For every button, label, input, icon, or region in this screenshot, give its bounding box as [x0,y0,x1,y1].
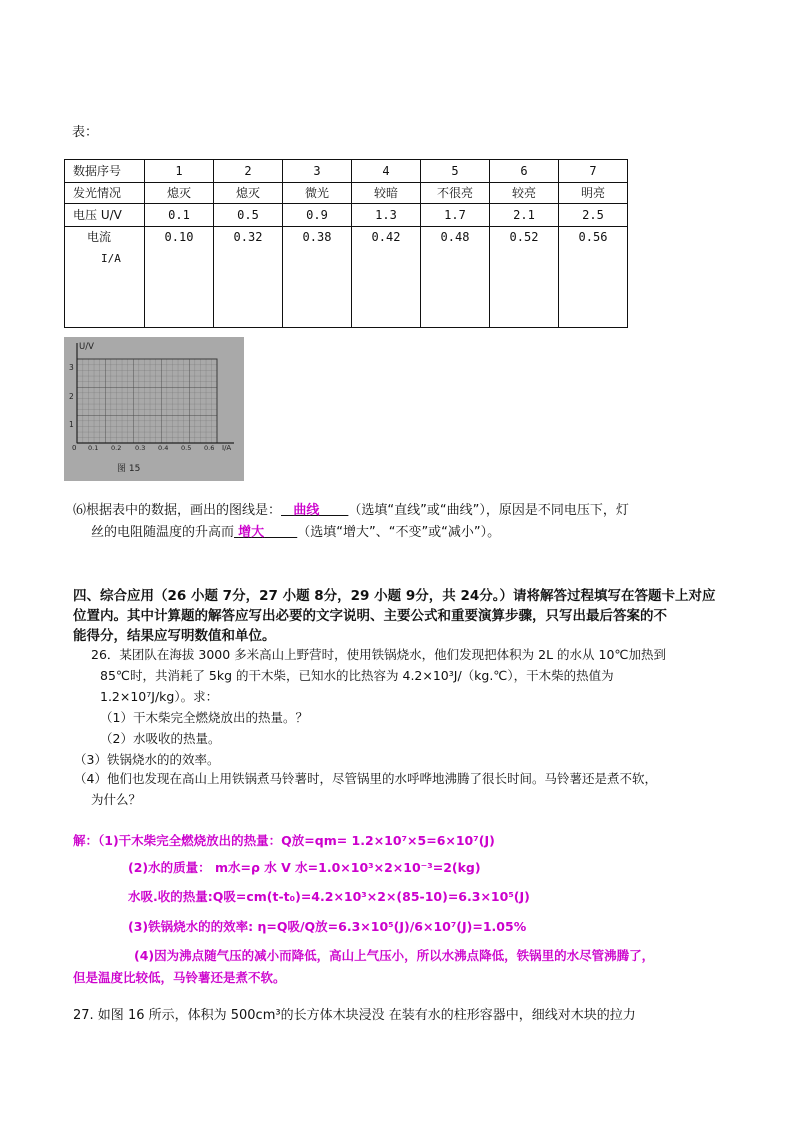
section4-line3: 能得分，结果应写明数值和单位。 [73,628,276,644]
table-cell: 0.38 [283,227,352,328]
x-tick-label: 0.6 [204,444,215,452]
y-tick-label: 1 [69,420,74,429]
row-header: 电压 U/V [65,204,145,227]
table-cell: 2.1 [490,204,559,227]
x-tick-label: 0.5 [181,444,192,452]
q26-sub4-line1: （4）他们也发现在高山上用铁锅煮马铃薯时，尽管锅里的水呼哗地沸腾了很长时间。马铃薯还是煮不软， [74,771,657,786]
table-row [65,204,628,227]
row-header-line2: I/A [101,252,121,265]
q26-sub1: （1）干木柴完全燃烧放出的热量。？ [100,710,308,725]
table-cell: 1.7 [421,204,490,227]
row-header [65,227,145,328]
q6-line2 [91,521,500,540]
q6-text: （选填“直线”或“曲线”），原因是不同电压下，灯 [348,503,629,518]
row-header-line1: 电流 [87,230,112,244]
table-cell: 微光 [283,183,352,204]
row-header: 数据序号 [65,160,145,183]
x-tick-label: 0.2 [111,444,122,452]
table-label: 表： [72,125,99,140]
table-cell: 3 [283,160,352,183]
q6-text: ⑹根据表中的数据，画出的图线是： [73,503,282,518]
q6-text: （选填“增大”、“不变”或“减小”）。 [297,525,501,540]
table-cell: 0.10 [145,227,214,328]
figure-caption: 图 15 [117,464,141,474]
y-axis-label: U/V [79,342,94,352]
table-cell: 0.52 [490,227,559,328]
graph-grid [64,337,244,481]
row-header: 发光情况 [65,183,145,204]
solution-line5: (4)因为沸点随气压的减小而降低，高山上气压小，所以水沸点降低，铁锅里的水尽管沸腾了， [134,948,655,963]
q26-sub2: （2）水吸收的热量。 [100,731,221,746]
table-cell: 0.42 [352,227,421,328]
table-cell: 4 [352,160,421,183]
q26-line3: 1.2×10⁷J/kg）。求： [100,689,219,704]
x-axis-label: I/A [222,444,232,452]
solution-line2: (2)水的质量： m水=ρ 水 V 水=1.0×10³×2×10⁻³=2(kg) [128,860,481,875]
table-cell: 1.3 [352,204,421,227]
q26-sub3: （3）铁锅烧水的的效率。 [74,752,220,767]
table-cell: 熄灭 [214,183,283,204]
table-cell: 7 [559,160,628,183]
table-cell: 0.48 [421,227,490,328]
solution-line1: 解：（1)干木柴完全燃烧放出的热量：Q放=qm= 1.2×10⁷×5=6×10⁷(J) [73,833,495,848]
figure-15-photo [64,337,244,481]
y-tick-label: 3 [69,363,74,372]
q6-text: 丝的电阻随温度的升高而 [91,525,235,540]
solution-line3: 水吸.收的热量:Q吸=cm(t-t₀)=4.2×10³×2×(85-10)=6.3×10⁵(J) [128,889,530,904]
table-row [65,183,628,204]
table-cell: 2.5 [559,204,628,227]
table-cell: 熄灭 [145,183,214,204]
table-row [65,160,628,183]
table-cell: 0.56 [559,227,628,328]
table-cell: 0.9 [283,204,352,227]
q26-line2: 85℃时，共消耗了 5kg 的干木柴，已知水的比热容为 4.2×10³J/（kg.℃），干木柴的热值为 [100,668,614,683]
solution-line6: 但是温度比较低，马铃薯还是煮不软。 [73,970,286,985]
origin-label: 0 [72,444,77,452]
q6-line1 [73,499,629,518]
table-cell: 2 [214,160,283,183]
table-row [65,227,628,328]
table-cell: 1 [145,160,214,183]
table-cell: 较亮 [490,183,559,204]
solution-line4: (3)铁锅烧水的的效率: η=Q吸/Q放=6.3×10⁵(J)/6×10⁷(J)=1.05% [128,919,527,934]
table-cell: 较暗 [352,183,421,204]
q26-sub4-line2: 为什么？ [91,792,142,807]
data-table [64,159,628,328]
x-tick-label: 0.4 [158,444,169,452]
table-cell: 0.32 [214,227,283,328]
y-tick-label: 2 [69,392,74,401]
section4-line2: 位置内。其中计算题的解答应写出必要的文字说明、主要公式和重要演算步骤，只写出最后答案的不 [73,608,667,624]
q26-line1: 26．某团队在海拔 3000 多米高山上野营时，使用铁锅烧水，他们发现把体积为 2L 的水从 10℃加热到 [91,647,666,662]
table-cell: 明亮 [559,183,628,204]
q6-answer-2: 增大 [238,525,265,540]
table-cell: 0.5 [214,204,283,227]
q27-line1: 27. 如图 16 所示，体积为 500cm³的长方体木块浸没 在装有水的柱形容器中，细线对木块的拉力 [73,1008,636,1023]
table-cell: 6 [490,160,559,183]
grid-area [77,359,217,443]
section4-line1: 四、综合应用（26 小题 7分，27 小题 8分，29 小题 9分，共 24分。）请将解答过程填写在答题卡上对应 [73,588,716,604]
x-tick-label: 0.1 [88,444,99,452]
x-tick-label: 0.3 [135,444,146,452]
table-cell: 不很亮 [421,183,490,204]
table-cell: 0.1 [145,204,214,227]
q6-answer-1: 曲线 [293,503,320,518]
table-cell: 5 [421,160,490,183]
